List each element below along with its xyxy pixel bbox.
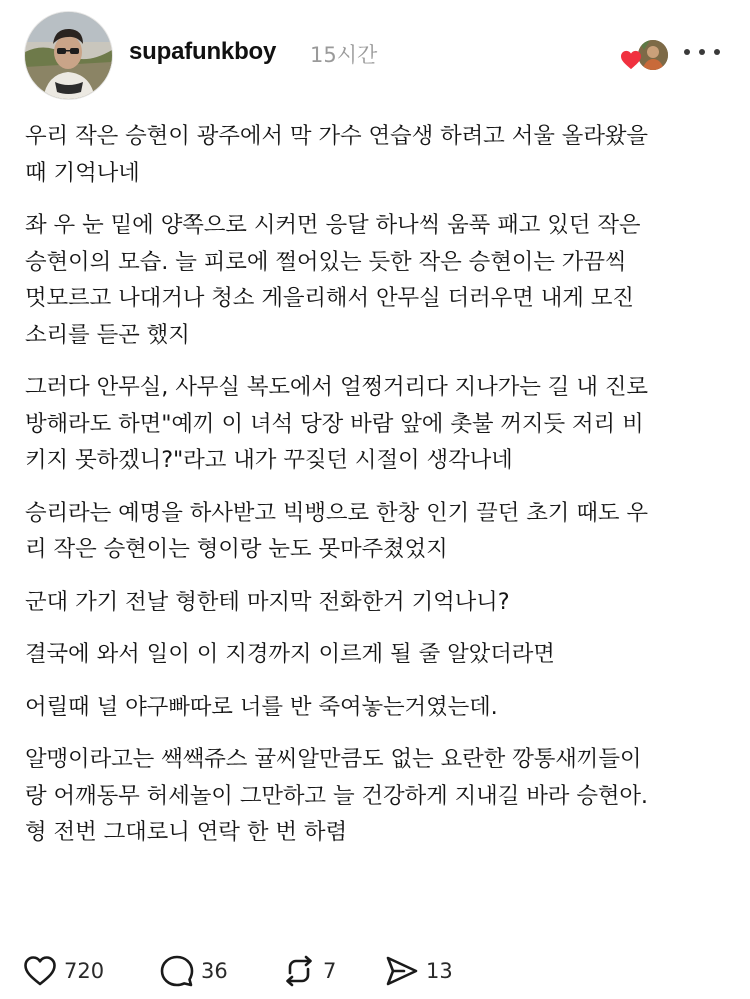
post-line: 우리 작은 승현이 광주에서 막 가수 연습생 하려고 서울 올라왔을 <box>25 123 648 149</box>
reply-count: 36 <box>201 959 228 983</box>
like-count: 720 <box>64 959 105 983</box>
post-line: 군대 가기 전날 형한테 마지막 전화한거 기억나니? <box>25 588 510 615</box>
red-heart-icon <box>620 50 642 70</box>
post-line: 승현이의 모습. 늘 피로에 쩔어있는 듯한 작은 승현이는 가끔씩 <box>25 248 627 275</box>
post-paragraph <box>25 369 730 479</box>
author-avatar[interactable] <box>24 11 113 100</box>
post-line: 그러다 안무실, 사무실 복도에서 얼쩡거리다 지나가는 길 내 진로 <box>25 374 648 400</box>
post-paragraph <box>25 207 730 353</box>
post-paragraph <box>25 495 730 568</box>
share-button[interactable] <box>384 952 453 990</box>
author-username[interactable]: supafunkboy <box>129 38 277 65</box>
post-line: 소리를 듣곤 했지 <box>25 321 190 348</box>
more-options-button[interactable] <box>684 40 720 64</box>
post-line: 알맹이라고는 쌕쌕쥬스 귤씨알만큼도 없는 요란한 깡통새끼들이 <box>25 746 642 772</box>
post-paragraph <box>25 636 730 673</box>
more-dot <box>699 49 705 55</box>
repost-count: 7 <box>323 959 337 983</box>
post-paragraph <box>25 741 730 851</box>
post-line: 좌 우 눈 밑에 양쪽으로 시커먼 응달 하나씩 움푹 패고 있던 작은 <box>25 212 641 238</box>
post-line: 키지 못하겠니?"라고 내가 꾸짖던 시절이 생각나네 <box>25 447 513 473</box>
action-bar <box>22 952 482 990</box>
post-body <box>25 118 730 867</box>
post-line: 형 전번 그대로니 연락 한 번 하렴 <box>25 819 347 845</box>
more-dot <box>684 49 690 55</box>
post-paragraph <box>25 689 730 726</box>
more-dot <box>714 49 720 55</box>
post-timestamp: 15시간 <box>310 43 378 67</box>
repost-arrows-icon <box>281 953 317 989</box>
share-count: 13 <box>426 959 453 983</box>
post-line: 때 기억나네 <box>25 159 140 186</box>
post-paragraph <box>25 118 730 191</box>
heart-outline-icon <box>22 953 58 989</box>
post-line: 멋모르고 나대거나 청소 게을리해서 안무실 더러우면 내게 모진 <box>25 285 634 311</box>
paper-plane-icon <box>384 953 420 989</box>
post-line: 결국에 와서 일이 이 지경까지 이르게 될 줄 알았더라면 <box>25 641 555 667</box>
reply-button[interactable] <box>159 952 228 990</box>
liked-by-indicator[interactable] <box>620 38 668 72</box>
repost-button[interactable] <box>281 952 336 990</box>
author-avatar-image <box>25 12 112 99</box>
post-line: 리 작은 승현이는 형이랑 눈도 못마주쳤었지 <box>25 536 448 562</box>
post-line: 방해라도 하면"예끼 이 녀석 당장 바람 앞에 촛불 꺼지듯 저리 비 <box>25 410 644 437</box>
post-line: 승리라는 예명을 하사받고 빅뱅으로 한창 인기 끌던 초기 때도 우 <box>25 499 648 526</box>
like-button[interactable] <box>22 952 104 990</box>
post-line: 어릴때 널 야구빠따로 너를 반 죽여놓는거였는데. <box>25 693 498 720</box>
speech-bubble-icon <box>159 953 195 989</box>
post-paragraph <box>25 584 730 621</box>
post-line: 랑 어깨동무 허세놀이 그만하고 늘 건강하게 지내길 바라 승현아. <box>25 782 648 809</box>
